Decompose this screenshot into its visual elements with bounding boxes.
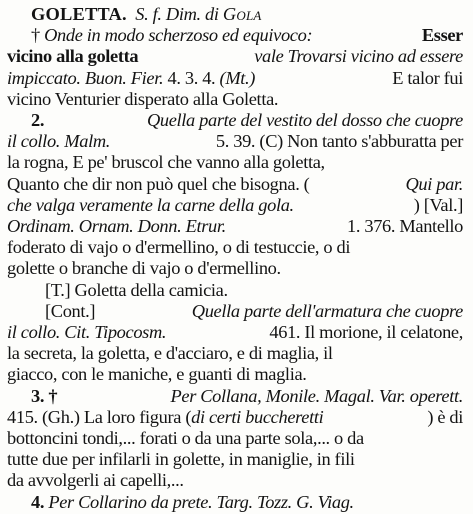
entry-line: golette o branche di vajo o d'ermellino. <box>7 258 281 279</box>
entry-line: [Cont.] Quella parte dell'armatura che cuopre <box>45 300 463 321</box>
grammar-note: S. f. Dim. di <box>135 4 219 24</box>
entry-line: giacco, con le maniche, e guanti di maglia. <box>7 364 307 385</box>
entry-line: impiccato. Buon. Fier. 4. 3. 4. (Mt.) E talor fui <box>7 67 463 88</box>
entry-line: tutte due per infilarli in golette, in maniglie, in fili <box>7 449 355 470</box>
entry-line: vicino alla goletta vale Trovarsi vicino ad essere <box>7 46 463 67</box>
sense-3: 3. † Per Collana, Monile. Magal. Var. operett. <box>31 385 463 406</box>
entry-line: la rogna, E pe' bruscol che vanno alla goletta, <box>7 152 325 173</box>
sense-4: 4. Per Collarino da prete. Targ. Tozz. G. Viag. <box>31 491 354 512</box>
entry-line: † Onde in modo scherzoso ed equivoco: Esser <box>31 25 463 46</box>
entry-line: Quanto che dir non può quel che bisogna. ( Qui par. <box>7 173 463 194</box>
entry-line: [T.] Goletta della camicia. <box>45 279 228 300</box>
entry-line: da avvolgerli ai capelli,... <box>7 470 184 491</box>
entry-line: bottoncini tondi,... forati o da una parte sola,... o da <box>7 428 364 448</box>
base-word: Gola <box>222 4 262 24</box>
sense-2: 2. Quella parte del vestito del dosso che cuopre <box>31 110 463 130</box>
entry-line: foderato di vajo o d'ermellino, o di testuccie, o di <box>7 237 351 258</box>
entry-line: il collo. Cit. Tipocosm. 461. Il morione, il celatone, <box>7 322 463 342</box>
entry-line: il collo. Malm. 5. 39. (C) Non tanto s'abburatta per <box>7 131 463 152</box>
entry-line: la secreta, la goletta, e d'acciaro, e di maglia, il <box>7 343 333 364</box>
entry-header <box>31 4 262 25</box>
entry-line: vicino Venturier disperato alla Goletta. <box>7 88 279 109</box>
entry-line: Ordinam. Ornam. Donn. Etrur. 1. 376. Mantello <box>7 216 463 236</box>
entry-line: che valga veramente la carne della gola. ) [Val.] <box>7 194 463 215</box>
headword: GOLETTA. <box>31 4 127 24</box>
entry-line: 415. (Gh.) La loro figura (di certi buccheretti ) è di <box>7 406 463 427</box>
